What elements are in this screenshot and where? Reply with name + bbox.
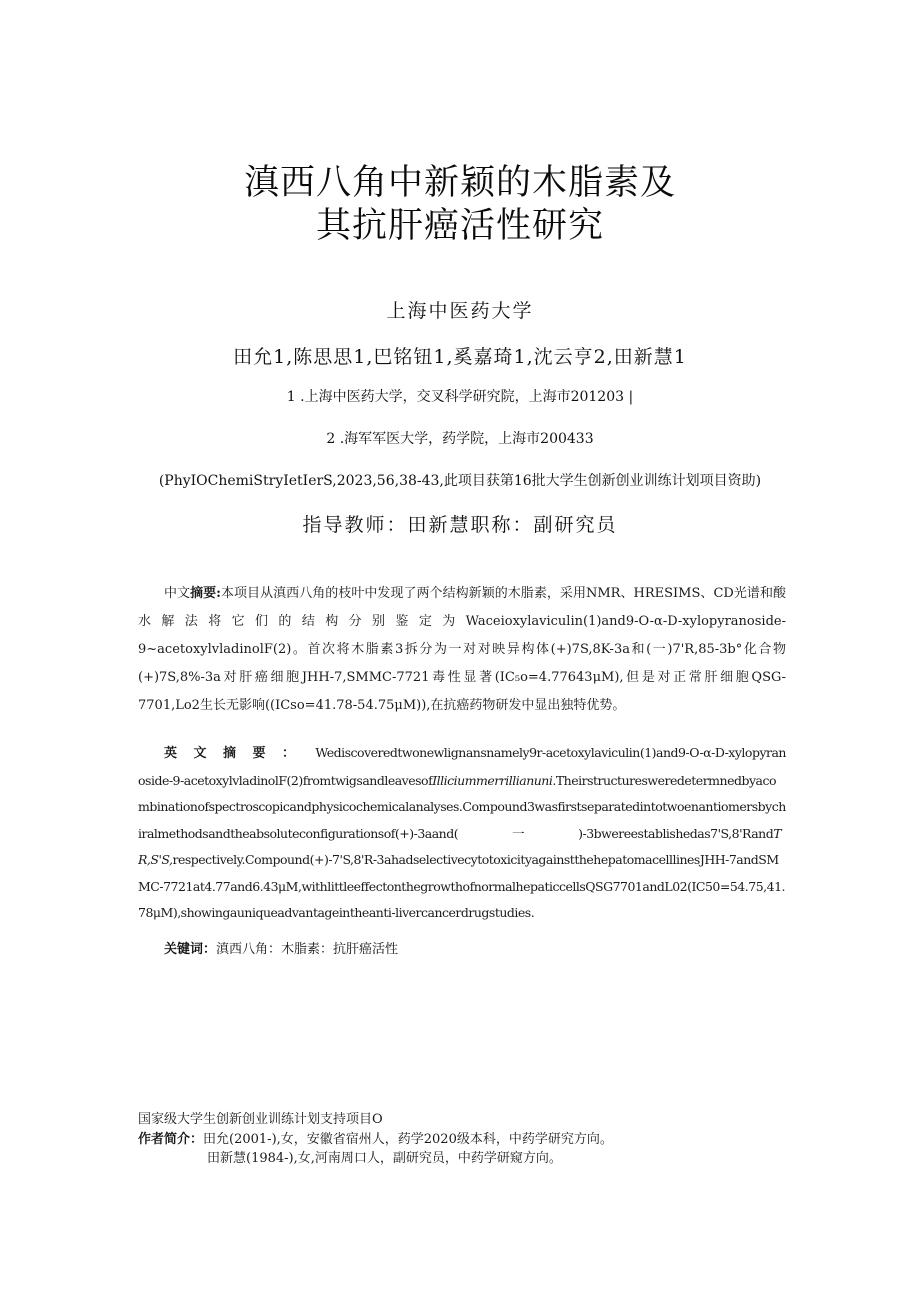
species-name: Illiciummerrillianuni. [432, 772, 556, 788]
keywords-label: 关键词： [164, 942, 217, 957]
keywords [164, 938, 764, 957]
keywords-text: 滇西八角：木脂素：抗肝癌活性 [216, 942, 399, 957]
author-list: 田允1,陈思思1,巴铭钮1,奚嘉琦1,沈云亨2,田新慧1 [233, 346, 687, 368]
english-abstract-text-2: Theirstructuresweredetermnedbyacombinationofspectroscopicandphysicochemicalanalyses.Compound3wasfirstseparatedintotwoenantiomersbychiralmethodsandtheabsoluteconfigurationsof(+)-3aand( [138, 772, 786, 841]
affiliation-1: 1 .上海中医药大学，交叉科学研究院，上海市201203 | [286, 389, 634, 405]
author-bio-2: 田新慧(1984-),女,河南周口人，副研究员，中药学研窥方向。 [207, 1151, 562, 1166]
author-bio-1-text: 田允(2001-),女，安徽省宿州人，药学2020级本科，中药学研究方向。 [203, 1132, 613, 1147]
chinese-abstract-text: 本项目从滇西八角的枝叶中发现了两个结构新颖的木脂素，采用NMR、HRESIMS、CD光谱和酸水解法将它们的结构分别鉴定为Waceioxylaviculin(1)and9-O-α-D-xylopyranoside-9~acetoxylvladinolF(2)。首次将木脂素3拆分为一对对映异构体(+)7S,8K-3a和(一)7'R,85-3b°化合物(+)7S,8%-3a对肝癌细胞JHH-7,SMMC-7721毒性显著(IC₅o=4.77643μM),但是对正常肝细胞QSG-7701,Lo2生长无影响((ICso=41.78-54.75μM)),在抗癌药物研发中显出独特优势。 [138, 586, 786, 713]
funding-note: 国家级大学生创新创业训练计划支持项目O [138, 1112, 383, 1127]
institution: 上海中医药大学 [386, 300, 534, 322]
author-bio-label: 作者简介： [138, 1132, 204, 1147]
paper-title-line-1: 滇西八角中新颖的木脂素及 [243, 163, 676, 203]
citation-note: (PhyIOChemiStryIetIerS,2023,56,38-43,此项目获第16批大学生创新创业训练计划项目资助) [158, 473, 762, 489]
english-abstract [138, 740, 786, 927]
english-abstract-text-4: )-3bwereestablishedas7'S,8'Rand [578, 825, 774, 841]
chinese-abstract-prefix: 中文 [164, 586, 191, 601]
english-abstract-label: 英文摘要： [164, 746, 312, 761]
paper-title-line-2: 其抗肝癌活性研究 [315, 206, 604, 246]
english-abstract-text-1: Wediscoveredtwonewlignansnamely9r-acetoxylaviculin(1)and9-O-α-D-xylopyranoside-9-acetoxylvladinolF(2)fromtwigsandleavesof [138, 745, 786, 788]
english-abstract-text-5: respectively.Compound(+)-7'S,8'R-3ahadselectivecytotoxicityagainstthehepatomacelllinesJHH-7andSMMC-7721at4.77and6.43μM,withlittleeffectonthegrowthofnormalhepaticcellsQSG7701andL02(IC50=54.75,41.78μM),showingauniqueadvantageintheanti-livercancerdrugstudies. [138, 852, 785, 920]
configuration-label: TR,S'S, [138, 825, 782, 867]
advisor-line: 指导教师：田新慧职称：副研究员 [302, 514, 618, 536]
chinese-abstract-label: 摘要: [190, 586, 221, 601]
english-abstract-dash: 一 [512, 825, 525, 841]
affiliation-2: 2 .海军军医大学，药学院，上海市200433 [326, 431, 594, 447]
chinese-abstract [138, 580, 786, 720]
author-bio-1 [138, 1128, 613, 1147]
